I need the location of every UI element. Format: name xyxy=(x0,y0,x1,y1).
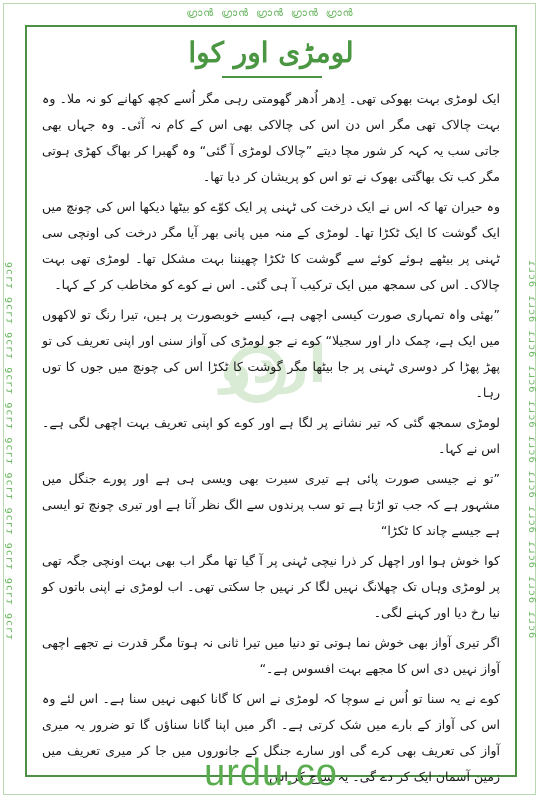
paragraph-8: کوے نے یہ سنا تو اُس نے سوچا کہ لومڑی نے اس کا گانا کبھی نہیں سنا ہے۔ اس لئے وہ اس کی آواز کے بارے میں شک کرتی ہے۔ اگر میں اپنا گانا سناؤں گا تو ضرور یہ میری آواز کی تعریف بھی کرے گی اور سارے جنگل کے جانوروں میں جا کر میری تعریف میں زمین آسمان ایک کر دے گی۔ یہ سوچ کر اس xyxy=(42,691,500,784)
top-border-pattern: ഗ്രാൻ ഗ്രാൻ ഗ്രാൻ ഗ്രാൻ ഗ്രാൻ xyxy=(186,8,354,19)
paragraph-7: اگر تیری آواز بھی خوش نما ہوتی تو دنیا میں تیرا ثانی نہ ہوتا مگر قدرت نے تجھے اچھی آواز نہیں دی اس کا مجھے بہت افسوس ہے۔“ xyxy=(42,635,500,676)
paragraph-4: لومڑی سمجھ گئی کہ تیر نشانے پر لگا ہے اور کوے کو اپنی تعریف بہت اچھی لگی ہے۔ اس نے کہا۔ xyxy=(42,415,500,456)
right-border-pattern: ɾɹɔ6 ɾɹɔ6 ɾɹɔ6 ɾɹɔ6 ɾɹɔ6 ɾɹɔ6 ɾɹɔ6 ɾɹɔ6 ɾɹɔ6 ɾɹɔ6 ɾɹɔ6 xyxy=(526,260,537,640)
story-title: لومڑی اور کوا xyxy=(188,36,354,69)
paragraph-3: ”بھئی واہ تمہاری صورت کیسی اچھی ہے، کیسے خوبصورت پر ہیں، تیرا رنگ تو لاکھوں میں ایک ہے، چمک دار اور سجیلا“ کوے نے جو لومڑی کی آواز سنی اور اپنی تعریف کی تو پھڑ پھڑا کر دوسری ٹہنی پر جا بیٹھا مگر گوشت کا ٹکڑا اس کی چونچ میں جوں کا توں رہا۔ xyxy=(42,307,500,400)
paragraph-6: کوا خوش ہوا اور اچھل کر ذرا نیچی ٹہنی پر آ گیا تھا مگر اب بھی بہت اونچی جگہ تھی پر لومڑی وہاں تک چھلانگ نہیں لگا کر نہیں جا سکتی تھی۔ اب لومڑی نے اپنی باتوں کو نیا رخ دیا اور کہنے لگی۔ xyxy=(42,553,500,620)
left-border-pattern: ɾɹɔ6 ɾɹɔ6 ɾɹɔ6 ɾɹɔ6 ɾɹɔ6 ɾɹɔ6 ɾɹɔ6 ɾɹɔ6 ɾɹɔ6 ɾɹɔ6 ɾɹɔ6 xyxy=(4,260,15,640)
paragraph-2: وہ حیران تھا کہ اس نے ایک درخت کی ٹہنی پر ایک کوّے کو بیٹھا دیکھا اس کی چونچ میں ایک گوشت کا ایک ٹکڑا تھا۔ لومڑی کے منہ میں پانی بھر آیا مگر درخت کی اونچی سی ٹہنی پر بیٹھے ہوئے کوئے سے گوشت کا ٹکڑا چھیننا بہت مشکل تھا۔ لومڑی تھی بہت چالاک۔ اس کی سمجھ میں ایک ترکیب آ ہی گئی۔ اس نے کوے کو مخاطب کر کے کہا۔ xyxy=(42,199,500,292)
title-divider xyxy=(222,76,322,78)
paragraph-1: ایک لومڑی بہت بھوکی تھی۔ اِدھر اُدھر گھومتی رہی مگر اُسے کچھ کھانے کو نہ ملا۔ وہ بہت چالاک تھی مگر اس دن اس کی چالاکی بھی اس کے کام نہ آئی۔ وہ جہاں بھی جاتی سب یہ کہہ کر شور مچا دیتے ”چالاک لومڑی آ گئی“ وہ گھبرا کر بھاگ کھڑی ہوتی مگر کب تک بھاگتی بھوک نے تو اس کو پریشان کر دیا تھا۔ xyxy=(42,91,500,184)
site-footer-logo: urdu.co xyxy=(204,752,338,794)
watermark-text: اردو xyxy=(219,335,327,395)
story-body xyxy=(42,86,500,794)
paragraph-5: ”تو نے جیسی صورت پائی ہے تیری سیرت بھی ویسی ہی ہے اور پورے جنگل میں مشہور ہے کہ جب تو اڑتا ہے تو سب پرندوں سے الگ نظر آتا ہے اور تیری چونچ تو ایسی ہے جیسے چاند کا ٹکڑا“ xyxy=(42,471,500,538)
